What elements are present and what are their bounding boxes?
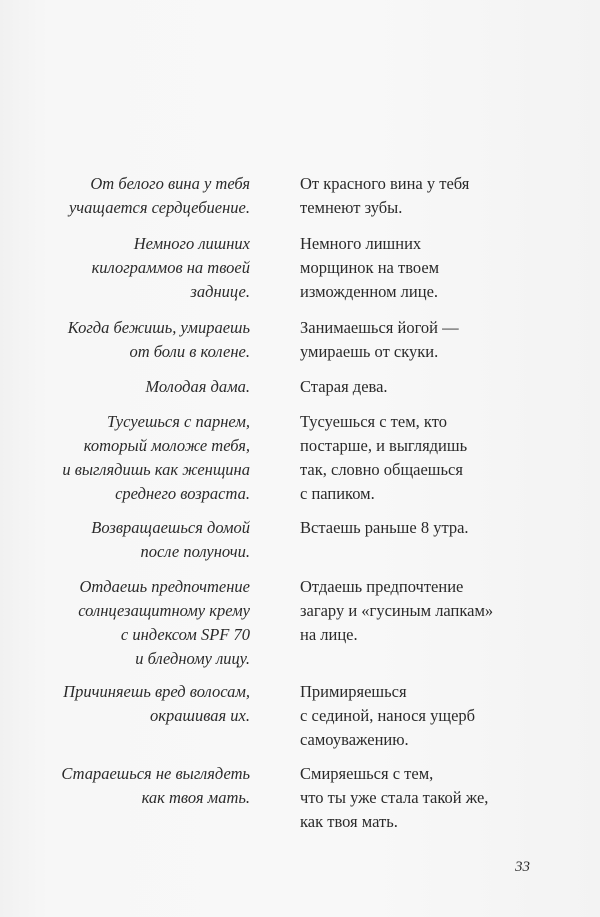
right-column-text: Смиряешься с тем, что ты уже стала такой же, как твоя мать.: [300, 764, 489, 831]
left-column-text: Возвращаешься домой после полуночи.: [91, 518, 250, 561]
right-column-text: Примиряешься с сединой, нанося ущерб самоуважению.: [300, 682, 476, 749]
left-column-text: Молодая дама.: [145, 377, 250, 396]
left-column-text: Причиняешь вред волосам, окрашивая их.: [63, 682, 250, 725]
right-column-text: Отдаешь предпочтение загару и «гусиным лапкам» на лице.: [300, 577, 494, 644]
right-column-text: Занимаешься йогой — умираешь от скуки.: [300, 318, 459, 361]
left-column-text: Тусуешься с парнем, который моложе тебя, и выглядишь как женщина среднего возраста.: [62, 412, 250, 503]
right-column-text: Старая дева.: [300, 377, 388, 396]
right-column-text: Немного лишних морщинок на твоем изможденном лице.: [300, 234, 440, 301]
left-column-text: От белого вина у тебя учащается сердцебиение.: [68, 174, 250, 217]
right-column-text: Встаешь раньше 8 утра.: [300, 518, 469, 537]
left-column-text: Когда бежишь, умираешь от боли в колене.: [67, 318, 250, 361]
right-column-text: От красного вина у тебя темнеют зубы.: [300, 174, 470, 217]
left-column-text: Отдаешь предпочтение солнцезащитному крему с индексом SPF 70 и бледному лицу.: [78, 577, 250, 668]
left-column-text: Немного лишних килограммов на твоей заднице.: [91, 234, 250, 301]
right-column-text: Тусуешься с тем, кто постарше, и выглядишь так, словно общаешься с папиком.: [300, 412, 468, 503]
page-number: 33: [515, 859, 530, 875]
left-column-text: Стараешься не выглядеть как твоя мать.: [61, 764, 250, 807]
